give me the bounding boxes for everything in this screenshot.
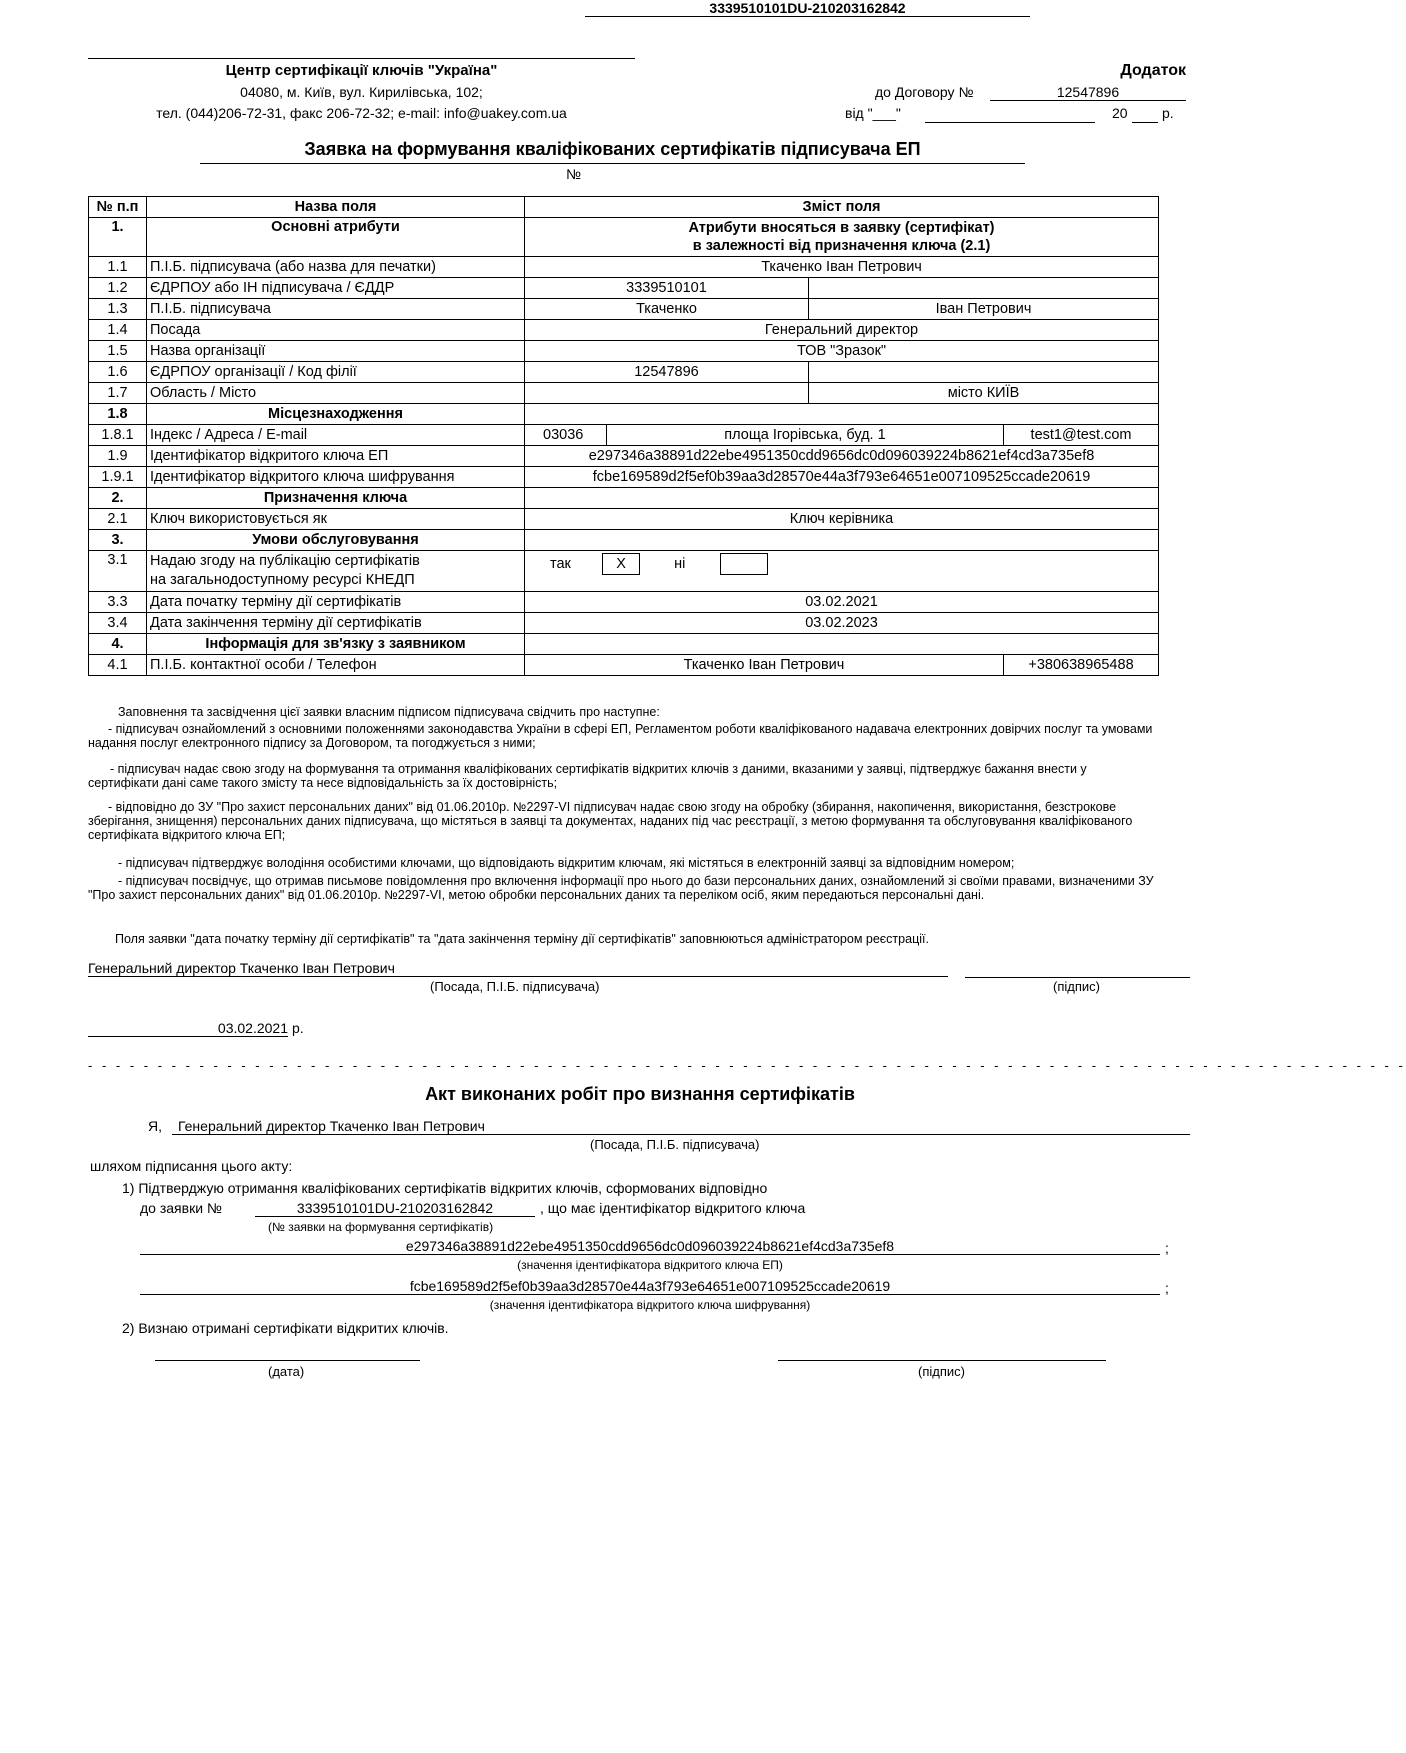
row-field: Ключ використовується як [147,509,525,530]
consent-line-2: на загальнодоступному ресурсі КНЕДП [150,572,415,588]
table-row [89,257,1159,278]
table-row [89,655,1159,676]
consent-yes-label: так [550,555,571,572]
signer-position-name: Генеральний директор Ткаченко Іван Петрович [88,960,948,977]
row-field: П.І.Б. контактної особи / Телефон [147,655,525,676]
table-row [89,425,1159,446]
row-num: 2.1 [89,509,147,530]
row-num: 1.9 [89,446,147,467]
row-num: 3. [89,530,147,551]
address: площа Ігорівська, буд. 1 [607,425,1004,446]
cut-line: - - - - - - - - - - - - - - - - - - - - - - - - - - - - - - - - - - - - - - - - - - - - - - - - - - - - - - - - - - - - - - - - - - - - - - - - - - - - - - - - - - - - - - - - - - - - - - - [88,1058,1406,1073]
statement-2: - підписувач надає свою згоду на формування та отримання кваліфікованих сертифікатів відкритих ключів з даними, вказаними у заявці, підтверджує бажання внести у сертифікати дані саме такого змісту та несе відповідальність за їх достовірність; [88,762,1087,790]
row-field: Дата закінчення терміну дії сертифікатів [147,613,525,634]
col-content-header: Зміст поля [525,197,1159,218]
act-application-number-caption: (№ заявки на формування сертифікатів) [268,1220,494,1234]
statement-4: - підписувач підтверджує володіння особистими ключами, що відповідають відкритим ключам, які містяться в електронній заявці за відповідним номером; [118,856,1015,870]
statement-1: - підписувач ознайомлений з основними положеннями законодавства України в сфері ЕП, Регламентом роботи кваліфікованого надавача електронних довірчих послуг та умовами надання послуг електронного підпису за Договором, та погоджується з ними; [88,722,1153,750]
appendix-title: Додаток [1120,62,1186,79]
date-from-label: від "___" [845,105,901,121]
table-header-row [89,197,1159,218]
signer-surname: Ткаченко [525,299,809,320]
org-address: 04080, м. Київ, вул. Кирилівська, 102; [240,84,483,100]
row-field: Ідентифікатор відкритого ключа ЕП [147,446,525,467]
row-field: Індекс / Адреса / E-mail [147,425,525,446]
signer-full-name: Ткаченко Іван Петрович [525,257,1159,278]
act-item-2: 2) Визнаю отримані сертифікати відкритих ключів. [122,1320,449,1336]
table-row [89,278,1159,299]
row-field: Місцезнаходження [147,404,525,425]
row-num: 3.4 [89,613,147,634]
row-content [525,404,1159,425]
act-signature-line [778,1350,1106,1361]
ep-key-identifier: e297346a38891d22ebe4951350cdd9656dc0d096039224b8621ef4cd3a735ef8 [525,446,1159,467]
row-content [525,218,1159,257]
row-field: П.І.Б. підписувача [147,299,525,320]
consent-no-checkbox[interactable] [720,553,768,575]
row-num: 1.8 [89,404,147,425]
attributes-note-line-1: Атрибути вносяться в заявку (сертифікат) [688,220,995,236]
row-field: Умови обслуговування [147,530,525,551]
table-row [89,613,1159,634]
act-application-number: 3339510101DU-210203162842 [255,1200,535,1217]
act-item-1-line-b: до заявки № [140,1200,222,1216]
org-contacts: тел. (044)206-72-31, факс 206-72-32; e-mail: info@uakey.com.ua [156,105,567,121]
signer-position: Генеральний директор [525,320,1159,341]
act-item-1-line-c: , що має ідентифікатор відкритого ключа [540,1200,806,1216]
signature-date-value: 03.02.2021 [217,1020,288,1036]
application-number-label: № [566,166,582,182]
certificate-end-date: 03.02.2023 [525,613,1159,634]
signature-date-suffix: р. [292,1020,304,1036]
encryption-key-identifier: fcbe169589d2f5ef0b39aa3d28570e44a3f793e64651e007109525ccade20619 [525,467,1159,488]
row-field: ЄДРПОУ організації / Код філії [147,362,525,383]
year-blank [1132,105,1158,123]
key-purpose: Ключ керівника [525,509,1159,530]
city: місто КИЇВ [809,383,1159,404]
row-num: 1.6 [89,362,147,383]
row-num: 2. [89,488,147,509]
signer-tax-id: 3339510101 [525,278,809,299]
row-num: 1.1 [89,257,147,278]
row-num: 1.8.1 [89,425,147,446]
certificate-start-date: 03.02.2021 [525,592,1159,613]
header-top-rule [88,58,635,59]
row-field: Основні атрибути [147,218,525,257]
row-num: 4. [89,634,147,655]
organization-code: 12547896 [525,362,809,383]
row-field: Назва організації [147,341,525,362]
org-name: Центр сертифікації ключів "Україна" [225,62,498,79]
statement-3: - відповідно до ЗУ "Про захист персональних даних" від 01.06.2010р. №2297-VI підписувач надає свою згоду на обробку (збирання, накопичення, використання, безстрокове зберігання, знищення) персональних даних підписувача, що містяться в заявці та документах, наданих під час реєстрації, з метою формування та обслуговування кваліфікованого сертифіката відкритого ключа ЕП; [88,800,1133,842]
row-field: Дата початку терміну дії сертифікатів [147,592,525,613]
act-title: Акт виконаних робіт про визнання сертифікатів [425,1084,855,1104]
act-by-signing: шляхом підписання цього акту: [90,1158,293,1174]
table-row [89,341,1159,362]
year-label: 20 [1112,105,1128,121]
row-num: 1.2 [89,278,147,299]
contact-name: Ткаченко Іван Петрович [525,655,1004,676]
attributes-note-line-2: в залежності від призначення ключа (2.1) [692,238,991,254]
row-field: П.І.Б. підписувача (або назва для печатки) [147,257,525,278]
col-field-header: Назва поля [147,197,525,218]
table-row [89,634,1159,655]
contract-label: до Договору № [875,84,974,100]
act-encryption-key: fcbe169589d2f5ef0b39aa3d28570e44a3f793e64651e007109525ccade20619 [140,1278,1160,1295]
table-row [89,551,1159,592]
application-number: 3339510101DU-210203162842 [585,0,1030,17]
signature-line [965,960,1190,978]
row-num: 1.9.1 [89,467,147,488]
date-month-blank [925,105,1095,123]
row-content [525,634,1159,655]
table-row [89,320,1159,341]
row-field [147,551,525,592]
act-signer-caption: (Посада, П.І.Б. підписувача) [590,1137,760,1152]
consent-options [525,551,1159,592]
signer-given-name: Іван Петрович [809,299,1159,320]
row-field: Інформація для зв'язку з заявником [147,634,525,655]
act-signer: Генеральний директор Ткаченко Іван Петрович [172,1118,1190,1135]
statement-5: - підписувач посвідчує, що отримав письмове повідомлення про включення інформації про нього до бази персональних даних, ознайомлений зі своїми правами, визначеними ЗУ "Про захист персональних даних" від 01.06.2010р. №2297-VI, метою обробки персональних даних та переліком осіб, яким передаються персональні дані. [88,874,1154,902]
row-field: ЄДРПОУ або ІН підписувача / ЄДДР [147,278,525,299]
act-ep-key-caption: (значення ідентифікатора відкритого ключа ЕП) [517,1258,783,1272]
contact-phone: +380638965488 [1004,655,1159,676]
act-encryption-key-caption: (значення ідентифікатора відкритого ключа шифрування) [489,1298,811,1312]
consent-line-1: Надаю згоду на публікацію сертифікатів [150,553,420,569]
signer-caption: (Посада, П.І.Б. підписувача) [430,979,600,994]
branch-code [809,362,1159,383]
table-row [89,446,1159,467]
row-field: Посада [147,320,525,341]
row-num: 1.3 [89,299,147,320]
postal-index: 03036 [525,425,607,446]
table-row [89,383,1159,404]
row-content [525,488,1159,509]
act-ep-key: e297346a38891d22ebe4951350cdd9656dc0d096039224b8621ef4cd3a735ef8 [140,1238,1160,1255]
application-table [88,196,1159,676]
row-num: 1.7 [89,383,147,404]
row-content [525,530,1159,551]
table-row [89,509,1159,530]
row-num: 1.4 [89,320,147,341]
consent-no-label: ні [674,555,686,572]
row-num: 3.1 [89,551,147,592]
contract-number: 12547896 [990,84,1186,101]
table-row [89,218,1159,257]
row-field: Призначення ключа [147,488,525,509]
table-row [89,592,1159,613]
signer-eddr [809,278,1159,299]
row-num: 1.5 [89,341,147,362]
row-num: 3.3 [89,592,147,613]
year-suffix: р. [1162,105,1174,121]
act-date-line [155,1350,420,1361]
row-field: Область / Місто [147,383,525,404]
table-row [89,404,1159,425]
act-date-caption: (дата) [268,1364,305,1379]
col-num-header: № п.п [89,197,147,218]
act-encryption-key-semicolon: ; [1165,1280,1169,1296]
organization-name: ТОВ "Зразок" [525,341,1159,362]
row-field: Ідентифікатор відкритого ключа шифрування [147,467,525,488]
table-row [89,362,1159,383]
act-ep-key-semicolon: ; [1165,1240,1169,1256]
application-title: Заявка на формування кваліфікованих сертифікатів підписувача ЕП [304,139,921,159]
row-num: 4.1 [89,655,147,676]
table-row [89,530,1159,551]
application-title-rule [200,163,1025,164]
act-item-1-line-a: 1) Підтверджую отримання кваліфікованих сертифікатів відкритих ключів, сформованих відповідно [122,1180,768,1196]
table-row [89,299,1159,320]
consent-yes-checkbox[interactable]: X [602,553,640,575]
signature-caption: (підпис) [1053,979,1100,994]
table-row [89,467,1159,488]
act-signature-caption: (підпис) [918,1364,965,1379]
act-i-label: Я, [148,1118,162,1134]
table-row [89,488,1159,509]
signature-date [88,1020,288,1037]
email: test1@test.com [1004,425,1159,446]
row-num: 1. [89,218,147,257]
region [525,383,809,404]
statements-intro: Заповнення та засвідчення цієї заявки власним підписом підписувача свідчить про наступне: [118,705,660,719]
statement-6: Поля заявки "дата початку терміну дії сертифікатів" та "дата закінчення терміну дії сертифікатів" заповнюються адміністратором реєстрації. [115,932,929,946]
